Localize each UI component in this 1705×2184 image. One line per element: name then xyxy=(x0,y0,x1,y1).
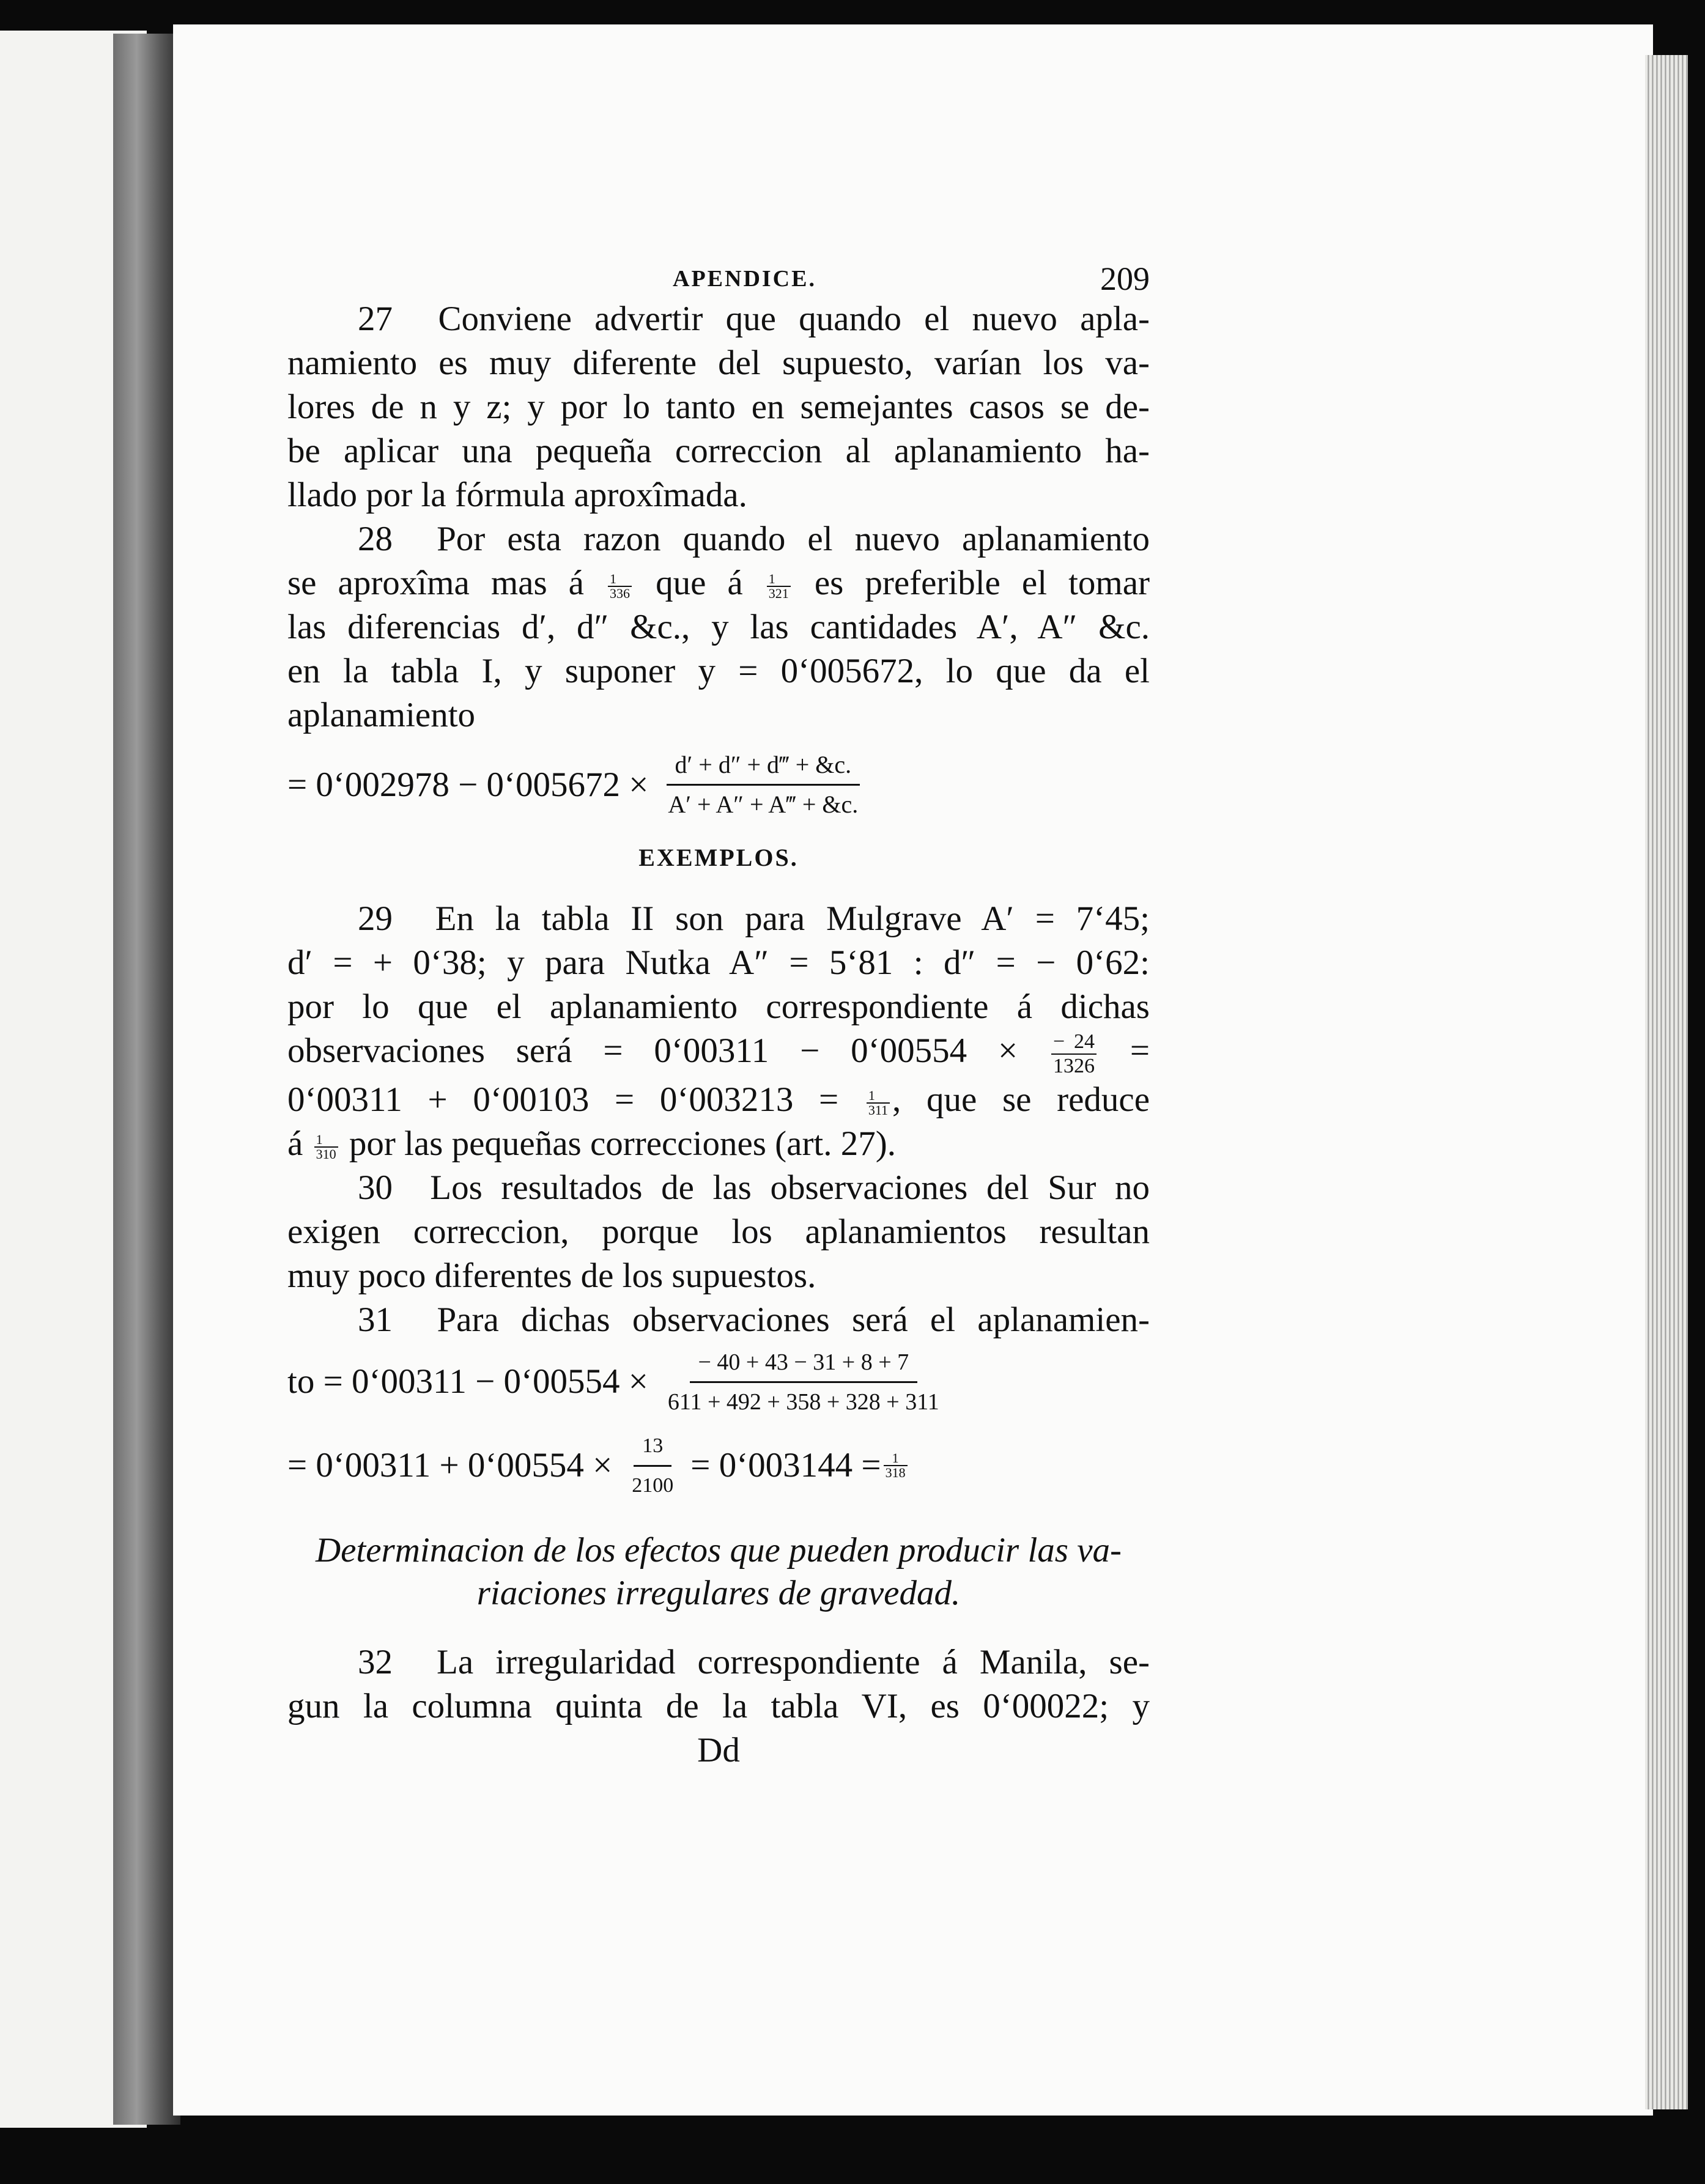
text-line: llado por la fórmula aproxîmada. xyxy=(287,476,747,514)
fraction: $\frac{d' + d'' + d‴ + \&c.}{A' + A'' + A‴ + \&c.}$ xyxy=(659,748,867,821)
text-line: por lo que el aplanamiento correspondiente á dichas xyxy=(287,987,1150,1026)
text-line: 0‘00311 + 0‘00103 = 0‘003213 = $\frac{1}{311}$ , que se reduce xyxy=(287,1080,1150,1119)
fraction: $\frac{1}{321}$ xyxy=(767,572,791,600)
fraction: $\frac{13}{2100}$ xyxy=(623,1430,682,1502)
equation-28: = 0‘002978 − 0‘005672 × $\frac{d' + d'' + d‴ + \&c.}{A' + A'' + A‴ + \&c.}$ xyxy=(287,748,1150,821)
fraction: $\frac{1}{318}$ xyxy=(884,1452,908,1480)
text-line: á $\frac{1}{310}$ por las pequeñas correcciones (art. 27). xyxy=(287,1124,896,1163)
text-line: observaciones será = 0‘00311 − 0‘00554 × $\frac{- 24}{1326}$ = xyxy=(287,1030,1150,1077)
text-line: d′ = + 0‘38; y para Nutka A″ = 5‘81 : d″ = − 0‘62: xyxy=(287,943,1150,982)
text-line: 30 Los resultados de las observaciones del Sur no xyxy=(358,1168,1150,1207)
text-line: be aplicar una pequeña correccion al aplanamiento ha- xyxy=(287,432,1150,470)
text-line: lores de n y z; y por lo tanto en semejantes casos se de- xyxy=(287,388,1150,426)
text-line: las diferencias d′, d″ &c., y las cantidades A′, A″ &c. xyxy=(287,608,1150,646)
paragraph-27 xyxy=(287,297,1150,517)
text-line: gun la columna quinta de la tabla VI, es 0‘00022; y xyxy=(287,1686,1150,1725)
fraction: $\frac{1}{310}$ xyxy=(314,1133,338,1161)
paragraph-29 xyxy=(287,897,1150,1166)
paragraph-28 xyxy=(287,517,1150,737)
fraction: $\frac{- 40 + 43 - 31 + 8 + 7}{611 + 492 + 358 + 328 + 311}$ xyxy=(659,1346,948,1418)
text-line: se aproxîma mas á $\frac{1}{336}$ que á $\frac{1}{321}$ es preferible el tomar xyxy=(287,564,1150,602)
text-line: en la tabla I, y suponer y = 0‘005672, lo que da el xyxy=(287,652,1150,690)
text-line: exigen correccion, porque los aplanamientos resultan xyxy=(287,1212,1150,1251)
paragraph-number: 32 xyxy=(358,1642,393,1681)
page-number: 209 xyxy=(1100,260,1150,297)
text-line: 28 Por esta razon quando el nuevo aplanamiento xyxy=(358,520,1150,558)
paragraph-number: 29 xyxy=(358,899,393,938)
text-line: namiento es muy diferente del supuesto, varían los va- xyxy=(287,344,1150,382)
paragraph-32 xyxy=(287,1640,1150,1728)
fraction: $\frac{1}{311}$ xyxy=(867,1089,890,1117)
text-line: aplanamiento xyxy=(287,696,476,734)
paragraph-30 xyxy=(287,1166,1150,1298)
text-line: 32 La irregularidad correspondiente á Manila, se- xyxy=(358,1642,1150,1681)
text-line: 31 Para dichas observaciones será el aplanamien- xyxy=(358,1300,1150,1339)
fraction: $\frac{- 24}{1326}$ xyxy=(1051,1030,1097,1078)
section-title: EXEMPLOS. xyxy=(638,844,799,871)
fraction: $\frac{1}{336}$ xyxy=(608,572,632,600)
paragraph-number: 28 xyxy=(358,520,393,558)
running-head: APENDICE. xyxy=(673,266,816,292)
paragraph-number: 30 xyxy=(358,1168,393,1207)
subsection-heading: Determinacion de los efectos que pueden producir las va- riaciones irregulares de gravedad. xyxy=(315,1530,1122,1612)
text-line: muy poco diferentes de los supuestos. xyxy=(287,1256,816,1295)
book-gutter xyxy=(113,34,180,2125)
paragraph-number: 31 xyxy=(358,1300,393,1339)
paragraph-31 xyxy=(287,1298,1150,1342)
catchword: Dd xyxy=(697,1730,740,1769)
page-header xyxy=(287,257,1150,297)
page-text xyxy=(287,257,1150,1773)
text-line: 29 En la tabla II son para Mulgrave A′ = 7‘45; xyxy=(358,899,1150,938)
page-edges xyxy=(1645,55,1688,2109)
paragraph-number: 27 xyxy=(358,300,393,338)
equation-31b: = 0‘00311 + 0‘00554 × $\frac{13}{2100}$ = 0‘003144 = $\frac{1}{318}$ xyxy=(287,1430,1150,1502)
equation-31a: to = 0‘00311 − 0‘00554 × $\frac{- 40 + 43 - 31 + 8 + 7}{611 + 492 + 358 + 328 + 311}$ xyxy=(287,1346,1150,1418)
text-line: 27 Conviene advertir que quando el nuevo apla- xyxy=(358,300,1150,338)
